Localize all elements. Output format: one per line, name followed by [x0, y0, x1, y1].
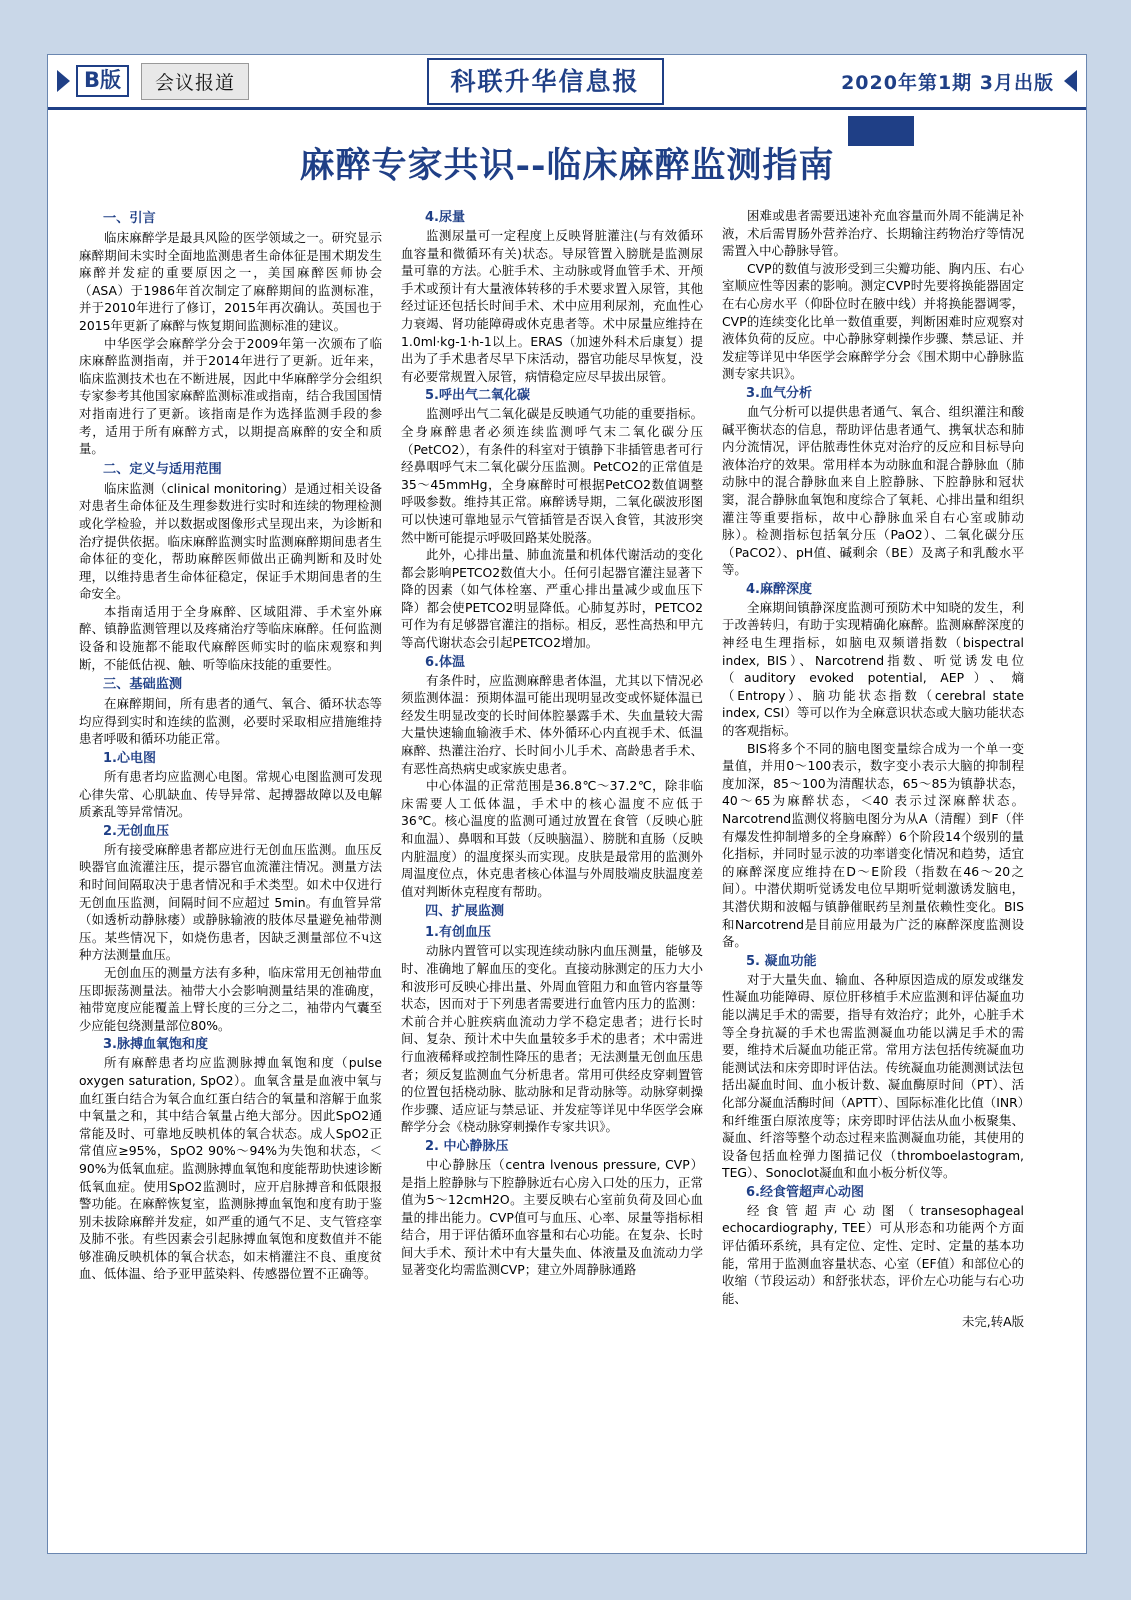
paragraph: 动脉内置管可以实现连续动脉内血压测量，能够及时、准确地了解血压的变化。直接动脉测定的压力大小和波形可反映心排出量、外周血管阻力和血管内容量等状态，因而对于下列患者需要进行血管内压力的监测：术前合并心脏疾病血流动力学不稳定患者；进行长时间、复杂、预计术中失血量较多手术的患者；术中需进行血液稀释或控制性降压的患者；无法测量无创血压患者；须反复监测血气分析患者。常用可供经皮穿刺置管的位置包括桡动脉、肱动脉和足背动脉等。动脉穿刺操作步骤、适应证与禁忌证、并发症等详见中华医学会麻醉学分会《桡动脉穿刺操作专家共识》。	[401, 943, 703, 1135]
column-2	[391, 207, 712, 1537]
footer-note: 未完,转A版	[962, 1314, 1024, 1330]
paragraph: 临床麻醉学是最具风险的医学领域之一。研究显示麻醉期间未实时全面地监测患者生命体征是围术期发生麻醉并发症的重要原因之一，美国麻醉医师协会（ASA）于1986年首次制定了麻醉期间的监测标准，并于2010年进行了修订，2015年再次确认。英国也于2015年更新了麻醉与恢复期间监测标准的建议。	[79, 230, 382, 333]
subsection-heading: 3.血气分析	[746, 385, 812, 401]
paragraph: 经食管超声心动图（transesophageal echocardiography, TEE）可从形态和功能两个方面评估循环系统，具有定位、定性、定时、定量的基本功能，常用于监测血容量状态、心室（EF值）和部位心的收缩（节段运动）和舒张状态，评价左心功能与右心功能、	[722, 1202, 1024, 1306]
section-heading: 四、扩展监测	[425, 904, 505, 920]
subsection-heading: 2. 中心静脉压	[425, 1138, 509, 1154]
article-headline: 麻醉专家共识--临床麻醉监测指南	[299, 145, 835, 186]
paragraph: 临床监测（clinical monitoring）是通过相关设备对患者生命体征及生理参数进行实时和连续的物理检测或化学检验，并以数据或图像形式呈现出来，为诊断和治疗提供依据。临床麻醉监测实时监测麻醉期间患者生命体征的变化，帮助麻醉医师做出正确判断和及时处理，以维持患者生命体征稳定，保证手术期间患者的生命安全。	[79, 480, 382, 602]
section-label: 会议报道	[141, 63, 249, 100]
column-1	[70, 207, 391, 1537]
section-heading: 三、基础监测	[103, 677, 183, 693]
subsection-heading: 1.有创血压	[425, 925, 491, 941]
subsection-heading: 2.无创血压	[103, 823, 169, 839]
left-arrow-icon	[57, 70, 70, 92]
paragraph: 中华医学会麻醉学分会于2009年第一次颁布了临床麻醉监测指南，并于2014年进行了更新。近年来，临床监测技术也在不断进展，因此中华麻醉学分会组织专家参考其他国家麻醉监测标准或指南，结合我国国情对指南进行了更新。该指南是作为选择监测手段的参考，适用于所有麻醉方式，以期提高麻醉的安全和质量。	[79, 335, 382, 457]
paragraph: 所有麻醉患者均应监测脉搏血氧饱和度（pulse oxygen saturation, SpO2）。血氧含量是血液中氧与血红蛋白结合为氧合血红蛋白结合的氧量和溶解于血浆中氧量之和，其中结合氧量占绝大部分。因此SpO2通常能及时、可靠地反映机体的氧合状态。成人SpO2正常值应≥95%，SpO2 90%～94%为失饱和状态，＜ 90%为低氧血症。监测脉搏血氧饱和度能帮助快速诊断低氧血症。使用SpO2监测时，应开启脉搏音和低限报警功能。在麻醉恢复室，监测脉搏血氧饱和度有助于鉴别未拔除麻醉并发症，如严重的通气不足、支气管痉挛及肺不张。有些因素会引起脉搏血氧饱和度数值并不能够准确反映机体的氧合状态，如末梢灌注不良、重度贫血、低体温、给予亚甲蓝染料、传感器位置不正确等。	[79, 1055, 382, 1282]
paragraph: 中心静脉压（centra lvenous pressure, CVP）是指上腔静脉与下腔静脉近右心房入口处的压力，正常值为5～12cmH2O。主要反映右心室前负荷及回心血量的排出能力。CVP值可与血压、心率、尿量等指标相结合，用于评估循环血容量和右心功能。在复杂、长时间大手术、预计术中有大量失血、体液量及血流动力学显著变化均需监测CVP；建立外周静脉通路	[401, 1156, 703, 1278]
paragraph: 中心体温的正常范围是36.8℃～37.2℃，除非临床需要人工低体温，手术中的核心温度不应低于36℃。核心温度的监测可通过放置在食管（反映心脏和血温）、鼻咽和耳鼓（反映脑温）、膀胱和直肠（反映内脏温度）的温度探头而实现。皮肤是最常用的监测外周温度位点，休克患者核心体温与外周肢端皮肤温度差值对判断休克程度有帮助。	[401, 778, 703, 899]
section-heading: 一、引言	[103, 211, 156, 226]
paragraph: 所有接受麻醉患者都应进行无创血压监测。血压反映器官血流灌注压，提示器官血流灌注情况。测量方法和时间间隔取决于患者情况和手术类型。如术中仅进行无创血压监测，间隔时间不应超过 5min。有血管异常（如透析动静脉瘘）或静脉输液的肢体尽量避免袖带测压。某些情况下，如烧伤患者，因缺乏测量部位不પ这种方法测量血压。	[79, 841, 382, 963]
article-columns	[70, 207, 1064, 1537]
masthead	[48, 55, 1086, 110]
subsection-heading: 4.麻醉深度	[746, 581, 812, 597]
headline-zone	[48, 110, 1086, 202]
paragraph: 无创血压的测量方法有多种，临床常用无创袖带血压即振荡测量法。袖带大小会影响测量结果的准确度，袖带宽度应能覆盖上臂长度的三分之二，袖带内气囊至少应能包绕测量部位80%。	[79, 964, 382, 1033]
subsection-heading: 5.呼出气二氧化碳	[425, 388, 530, 404]
paragraph: 监测呼出气二氧化碳是反映通气功能的重要指标。全身麻醉患者必须连续监测呼气末二氧化碳分压（PetCO2），有条件的科室对于镇静下非插管患者可行经鼻咽呼气末二氧化碳分压监测。PetCO2的正常值是35～45mmHg，全身麻醉时可根据PetCO2数值调整呼吸参数。维持其正常。麻醉诱导期，二氧化碳波形图可以快速可靠地显示气管插管是否误入食管，其波形突然中断可能提示呼吸回路某处脱落。	[401, 406, 703, 545]
paragraph: 全麻期间镇静深度监测可预防术中知晓的发生，利于改善转归，有助于实现精确化麻醉。监测麻醉深度的神经电生理指标，如脑电双频谱指数（bispectral index, BIS）、Narcotrend指数、听觉诱发电位（auditory evoked potential, AEP）、熵（Entropy）、脑功能状态指数（cerebral state index, CSI）等可以作为全麻意识状态或大脑功能状态的客观指标。	[722, 599, 1024, 739]
paragraph: BIS将多个不同的脑电图变量综合成为一个单一变量值，并用0～100表示，数字变小表示大脑的抑制程度加深，85～100为清醒状态，65～85为镇静状态，40～65为麻醉状态，＜40 表示过深麻醉状态。Narcotrend监测仪将脑电图分为从A（清醒）到F（伴有爆发性抑制增多的全身麻醉）6个阶段14个级别的量化指标，并同时显示波的功率谱变化情况和趋势，适宜的麻醉深度应维持在D～E阶段（指数在46～20之间）。中潜伏期听觉诱发电位早期听觉刺激诱发脑电，其潜伏期和波幅与镇静催眠药呈剂量依赖性变化。BIS和Narcotrend是目前应用最为广泛的麻醉深度监测设备。	[722, 740, 1024, 950]
paragraph: 此外，心排出量、肺血流量和机体代谢活动的变化都会影响PETCO2数值大小。任何引起器官灌注显著下降的因素（如气体栓塞、严重心排出量减少或血压下降）都会使PETCO2明显降低。心肺复苏时，PETCO2可作为有足够器官灌注的指标。相反，恶性高热和甲亢等高代谢状态会引起PETCO2增加。	[401, 547, 703, 651]
paragraph: 有条件时，应监测麻醉患者体温，尤其以下情况必须监测体温：预期体温可能出现明显改变或怀疑体温已经发生明显改变的长时间体腔暴露手术、失血量较大需大量快速输血输液手术、体外循环心内直视手术、低温麻醉、热灌注治疗、长时间小儿手术、高龄患者手术、有恶性高热病史或家族史患者。	[401, 672, 703, 776]
subsection-heading: 1.心电图	[103, 751, 156, 767]
paragraph: 在麻醉期间，所有患者的通气、氧合、循环状态等均应得到实时和连续的监测，必要时采取相应措施维持患者呼吸和循环功能正常。	[79, 696, 382, 747]
paper-title: 科联升华信息报	[427, 58, 664, 105]
edition-badge: B版	[76, 65, 129, 97]
paragraph: 所有患者均应监测心电图。常规心电图监测可发现心律失常、心肌缺血、传导异常、起搏器故障以及电解质紊乱等异常情况。	[79, 769, 382, 820]
paper-title-wrap	[249, 58, 841, 105]
paragraph: CVP的数值与波形受到三尖瓣功能、胸内压、右心室顺应性等因素的影响。测定CVP时先要将换能器固定在右心房水平（仰卧位时在腋中线）并将换能器调零，CVP的连续变化比单一数值重要，判断困难时应观察对液体负荷的反应。中心静脉穿刺操作步骤、禁忌证、并发症等详见中华医学会麻醉学分会《围术期中心静脉监测专家共识》。	[722, 260, 1024, 382]
newspaper-page	[47, 54, 1087, 1554]
section-heading: 二、定义与适用范围	[103, 461, 222, 477]
subsection-heading: 5. 凝血功能	[746, 953, 817, 969]
issue-date: 2020年第1期 3月出版	[841, 71, 1054, 94]
paragraph: 血气分析可以提供患者通气、氧合、组织灌注和酸碱平衡状态的信息，帮助评估患者通气、携氧状态和肺内分流情况，评估脓毒性休克对治疗的反应和目标导向液体治疗的效果。常用样本为动脉血和混合静脉血（肺动脉中的混合静脉血来自上腔静脉、下腔静脉和冠状窦，混合静脉血氧饱和度综合了氧耗、心排出量和组织灌注等重要指标，故中心静脉血采自右心室或肺动脉）。检测指标包括氧分压（PaO2）、二氧化碳分压（PaCO2）、pH值、碱剩余（BE）及离子和乳酸水平等。	[722, 403, 1024, 578]
paragraph: 困难或患者需要迅速补充血容量而外周不能满足补液，术后需胃肠外营养治疗、长期输注药物治疗等情况需置入中心静脉导管。	[722, 208, 1024, 259]
subsection-heading: 6.体温	[425, 654, 465, 670]
right-arrow-icon	[1064, 70, 1077, 92]
paragraph: 监测尿量可一定程度上反映肾脏灌注(与有效循环血容量和微循环有关)状态。导尿管置入膀胱是监测尿量可靠的方法。心脏手术、主动脉或肾血管手术、开颅手术或预计有大量液体转移的手术要求置入尿管，其他经过证还包括长时间手术、术中应用利尿剂，充血性心力衰竭、肾功能障碍或休克患者等。术中尿量应维持在1.0ml·kg-1·h-1以上。ERAS（加速外科术后康复）提出为了手术患者尽早下床活动，器官功能尽早恢复，没有必要常规置入尿管，病情稳定应尽早拔出尿管。	[401, 228, 703, 384]
subsection-heading: 4.尿量	[425, 210, 465, 225]
paragraph: 本指南适用于全身麻醉、区域阻滞、手术室外麻醉、镇静监测管理以及疼痛治疗等临床麻醉。任何监测设备和设施都不能取代麻醉医师实时的临床观察和判断，不能低估视、触、听等临床技能的重要性。	[79, 603, 382, 672]
column-3	[712, 207, 1033, 1537]
subsection-heading: 3.脉搏血氧饱和度	[103, 1037, 208, 1053]
subsection-heading: 6.经食管超声心动图	[746, 1184, 864, 1200]
paragraph: 对于大量失血、输血、各种原因造成的原发或继发性凝血功能障碍、原位肝移植手术应监测和评估凝血功能以满足手术的需要，指导有效治疗；此外，心脏手术等全身抗凝的手术也需监测凝血功能以满足手术的需要，维持术后凝血功能正常。常用方法包括传统凝血功能测试法和床旁即时评估法。传统凝血功能测测试法包括出凝血时间、血小板计数、凝血酶原时间（PT）、活化部分凝血活酶时间（APTT）、国际标准化比值（INR）和纤维蛋白原浓度等；床旁即时评估法从血小板聚集、凝血、纤溶等整个动态过程来监测凝血功能，其使用的设备包括血栓弹力图描记仪（thromboelastogram, TEG）、Sonoclot凝血和血小板分析仪等。	[722, 971, 1024, 1181]
